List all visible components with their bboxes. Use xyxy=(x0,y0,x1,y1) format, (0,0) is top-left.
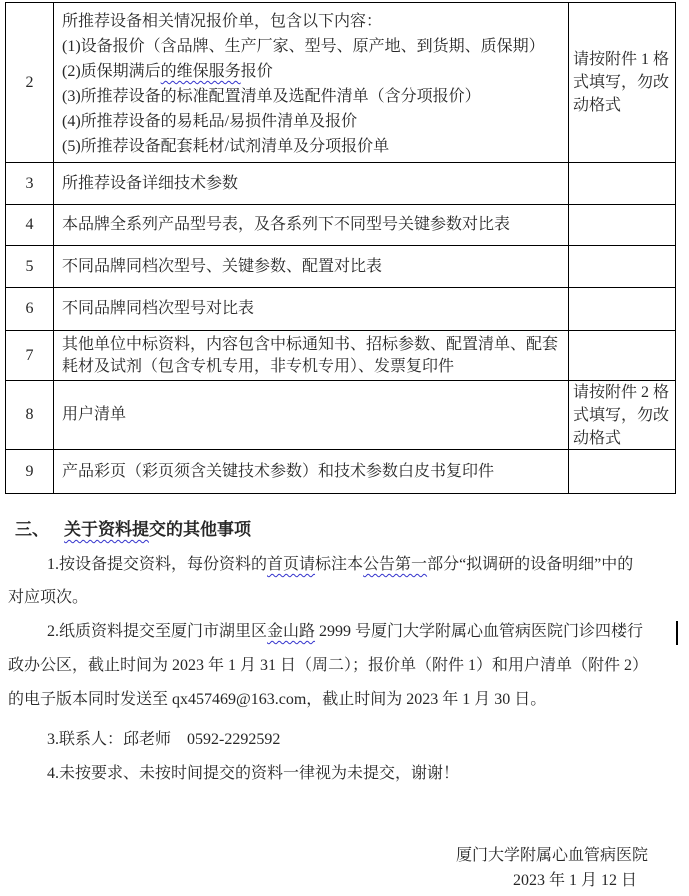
text-segment: 报价 xyxy=(240,63,273,80)
text-segment: 2.纸质资料提交至厦门市湖里区 xyxy=(47,623,268,640)
text-segment: (3)所推荐设备的标准配置清单及选配件清单（含分项报价） xyxy=(62,88,481,105)
text-segment: 用户清单 xyxy=(62,406,127,423)
text-segment: 本品牌全系列产品型号表，及各系列下不同型号关键参数对比表 xyxy=(62,216,511,233)
requirement-content-cell xyxy=(54,331,568,380)
text-segment: 部分“拟调研的设备明细”中的 xyxy=(427,556,634,573)
paragraph-line xyxy=(8,729,280,751)
format-note-text: 请按附件 2 格式填写，勿改动格式 xyxy=(573,383,670,447)
content-line xyxy=(62,298,560,320)
content-line xyxy=(62,9,560,34)
content-line xyxy=(62,404,560,426)
section-title xyxy=(64,520,251,539)
text-segment: 2999 号厦门大学附属心血管病医院门诊四楼行 xyxy=(315,623,644,640)
paragraph-line xyxy=(8,655,648,677)
format-note-cell xyxy=(568,163,675,204)
table-row xyxy=(6,288,675,331)
text-segment: (5)所推荐设备配套耗材/试剂清单及分项报价单 xyxy=(62,138,390,155)
text-segment: 4.未按要求、未按时间提交的资料一律视为未提交，谢谢！ xyxy=(47,765,460,782)
text-segment: 产品彩页（彩页须含关键技术参数）和技术参数白皮书复印件 xyxy=(62,462,495,480)
row-number-cell: 4 xyxy=(6,205,54,245)
row-number-cell: 6 xyxy=(6,288,54,330)
row-number-cell: 9 xyxy=(6,450,54,493)
wavy-underlined-text: 首页请 xyxy=(267,556,316,573)
text-segment: 标注本 xyxy=(315,556,364,573)
format-note-text: 请按附件 1 格式填写，勿改动格式 xyxy=(573,51,670,114)
requirement-content-cell xyxy=(54,246,568,287)
paragraph-line xyxy=(8,763,459,785)
text-segment: 不同品牌同档次型号、关键参数、配置对比表 xyxy=(62,257,383,275)
content-line xyxy=(62,134,560,159)
text-segment: 政办公区，截止时间为 2023 年 1 月 31 日（周二）；报价单（附件 1）和用户清单（附件 2） xyxy=(8,657,649,674)
text-segment: 1.按设备提交资料，每份资料的 xyxy=(47,556,268,573)
content-line xyxy=(62,461,560,483)
format-note-cell xyxy=(568,288,675,330)
text-segment: (4)所推荐设备的易耗品/易损件清单及报价 xyxy=(62,113,358,130)
text-segment: 耗材及试剂（包含专机专用，非专机专用）、发票复印件 xyxy=(62,357,455,375)
content-line xyxy=(62,84,560,109)
row-number-cell: 3 xyxy=(6,163,54,204)
requirement-content-cell xyxy=(54,450,568,493)
table-row xyxy=(6,3,675,163)
text-segment: (1)设备报价（含品牌、生产厂家、型号、原产地、到货期、质保期） xyxy=(62,38,545,55)
format-note-cell xyxy=(568,450,675,493)
format-note-cell xyxy=(568,3,675,162)
text-segment: 所推荐设备详细技术参数 xyxy=(62,174,239,192)
section-number: 三、 xyxy=(15,520,49,539)
requirement-content-cell xyxy=(54,205,568,245)
paragraph-line xyxy=(8,621,643,643)
row-number-cell: 2 xyxy=(6,3,54,162)
content-line xyxy=(62,214,560,236)
table-row xyxy=(6,381,675,450)
table-row xyxy=(6,163,675,205)
table-row xyxy=(6,331,675,381)
text-cursor xyxy=(676,621,678,645)
content-line xyxy=(62,59,560,84)
table-row xyxy=(6,205,675,246)
text-segment: (2)质保期满后 xyxy=(62,63,161,80)
signature-organization: 厦门大学附属心血管病医院 xyxy=(455,847,648,864)
wavy-underlined-text: 的维保服务 xyxy=(160,63,241,80)
signature-date: 2023 年 1 月 12 日 xyxy=(512,872,637,889)
format-note-cell xyxy=(568,205,675,245)
requirement-content-cell xyxy=(54,381,568,449)
paragraph-line xyxy=(8,554,633,576)
submission-requirements-table xyxy=(5,2,676,494)
row-number-cell: 7 xyxy=(6,331,54,380)
content-line xyxy=(62,34,560,59)
content-line xyxy=(62,334,560,356)
requirement-content-cell xyxy=(54,163,568,204)
row-number-cell: 5 xyxy=(6,246,54,287)
paragraph-line xyxy=(8,587,88,609)
row-number-cell: 8 xyxy=(6,381,54,449)
text-segment: 其他单位中标资料，内容包含中标通知书、招标参数、配置清单、配套 xyxy=(62,335,559,353)
text-segment: 对应项次。 xyxy=(8,589,89,606)
table-row xyxy=(6,246,675,288)
text-segment: 不同品牌同档次型号对比表 xyxy=(62,300,255,317)
wavy-underlined-text: 关于资料提 xyxy=(64,520,149,539)
content-line xyxy=(62,256,560,278)
text-segment: 交的其他事项 xyxy=(149,520,251,539)
paragraph-line xyxy=(8,689,546,711)
requirement-content-cell xyxy=(54,288,568,330)
table-row xyxy=(6,450,675,493)
format-note-cell xyxy=(568,381,675,449)
text-segment: 所推荐设备相关情况报价单，包含以下内容： xyxy=(62,13,383,30)
format-note-cell xyxy=(568,331,675,380)
requirement-content-cell xyxy=(54,3,568,162)
section-heading xyxy=(15,518,251,542)
format-note-cell xyxy=(568,246,675,287)
wavy-underlined-text: 金山路 xyxy=(267,623,316,640)
content-line xyxy=(62,356,560,378)
text-segment: 3.联系人：邱老师 0592-2292592 xyxy=(47,731,281,748)
content-line xyxy=(62,109,560,134)
content-line xyxy=(62,173,560,195)
wavy-underlined-text: 公告第一 xyxy=(363,556,428,573)
text-segment: 的电子版本同时发送至 qx457469@163.com，截止时间为 2023 年 1 月 30 日。 xyxy=(8,691,547,708)
